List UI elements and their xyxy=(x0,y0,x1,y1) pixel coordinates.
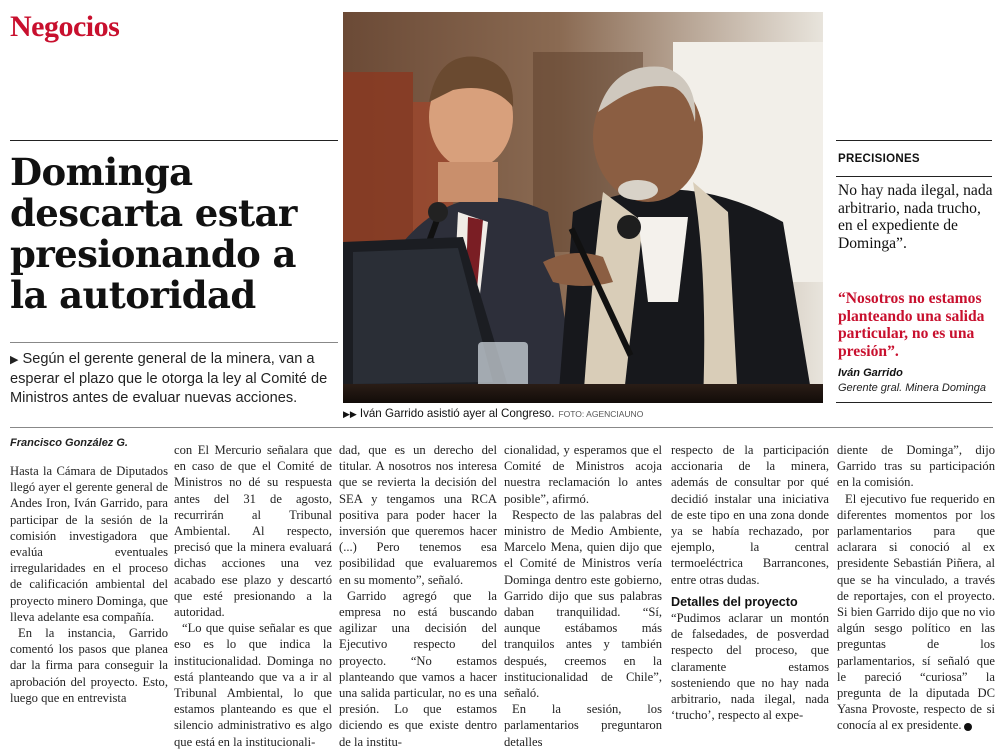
body-column-6 xyxy=(837,442,995,733)
deck xyxy=(10,350,335,408)
caption-arrow-icon: ▶▶ xyxy=(343,409,357,419)
paragraph: En la sesión, los parlamentarios preguntaron detalles xyxy=(504,702,662,749)
byline: Francisco González G. xyxy=(10,437,128,449)
body-column-2 xyxy=(174,442,332,749)
paragraph: cionalidad, y esperamos que el Comité de Ministros acoja nuestra reclamación lo antes posible”, afirmó. xyxy=(504,443,662,506)
sidebar-quote-2: “Nosotros no estamos planteando una salida particular, no es una presión”. xyxy=(838,290,985,360)
news-photo xyxy=(343,12,823,403)
paragraph xyxy=(837,491,995,734)
section-title: Negocios xyxy=(10,10,120,43)
caption-text: Iván Garrido asistió ayer al Congreso. xyxy=(359,407,555,420)
byline-top-rule xyxy=(10,427,993,428)
paragraph: con El Mercurio señalara que en caso de que el Comité de Ministros no dé su respuesta antes del 31 de agosto, recurrirán al Tribunal Ambiental. Al respecto, precisó que la minera evaluará dichas acciones una vez acabado ese plazo y descartó que esté presionando a la autoridad. xyxy=(174,443,332,620)
photo-caption xyxy=(343,407,823,420)
sidebar-mid-rule xyxy=(836,176,992,177)
paragraph: Garrido agregó que la empresa no está buscando agilizar una decisión del Ejecutivo respecto del proyecto. “No estamos planteando que vamos a hacer una salida particular, no es una presión. Lo que estamos diciendo es que existe dentro de la institu- xyxy=(339,588,497,749)
body-column-3 xyxy=(339,442,497,749)
paragraph: En la instancia, Garrido comentó los pasos que planea dar la firma para conseguir la aprobación del proyecto. Esto, luego que en entrevista xyxy=(10,626,168,705)
paragraph: dad, que es un derecho del titular. A nosotros nos interesa que se revierta la decisión del SEA y tengamos una RCA positiva para poder hacer la inversión que queremos hacer (...) Pero tenemos esa posibilidad que evaluaremos en su momento”, señaló. xyxy=(339,443,497,587)
sidebar-quote-1: No hay nada ilegal, nada arbitrario, nada trucho, en el expediente de Dominga”. xyxy=(838,182,993,252)
photo-credit: FOTO: AGENCIAUNO xyxy=(558,409,644,419)
subhead: Detalles del proyecto xyxy=(671,594,798,609)
deck-text: Según el gerente general de la minera, van a esperar el plazo que le otorga la ley al Comité de Ministros antes de evaluar nuevas acciones. xyxy=(10,351,328,406)
paragraph: “Lo que quise señalar es que eso es lo que indica la institucionalidad. Dominga no está planteando que va a ir al Tribunal Ambiental, lo que estamos planteando es que el silencio administrativo es algo que está en la institucionali- xyxy=(174,621,332,749)
paragraph: diente de Dominga”, dijo Garrido tras su participación en la comisión. xyxy=(837,443,995,490)
sidebar-source-name: Iván Garrido xyxy=(838,367,903,379)
sidebar-top-rule xyxy=(836,140,992,141)
paragraph: Hasta la Cámara de Diputados llegó ayer el gerente general de Andes Iron, Iván Garrido, para participar de la sesión de la comisión investigadora que evalúa eventuales irregularidades en el proceso de calificación ambiental del proyecto minero Dominga, que lleva adelante esa compañía. xyxy=(10,464,168,624)
deck-top-rule xyxy=(10,342,338,343)
body-column-5 xyxy=(671,442,829,723)
sidebar-source-role: Gerente gral. Minera Dominga xyxy=(838,382,986,394)
paragraph-text: El ejecutivo fue requerido en diferentes momentos por los parlamentarios para que aclarara si conoció al ex presidente Sebastián Piñera, al que se ha vinculado, a través de reportajes, con el proyecto. Si bien Garrido dijo que no vio algún sesgo político en las preguntas de los parlamentarios, sí señaló que le pareció “curiosa” la pregunta de la diputada DC Yasna Provoste, respecto de si conocía al ex presidente. xyxy=(837,491,995,733)
sidebar-bottom-rule xyxy=(836,402,992,403)
body-column-1 xyxy=(10,463,168,705)
headline-top-rule xyxy=(10,140,338,141)
body-column-4 xyxy=(504,442,662,749)
headline: Dominga descarta estar presionando a la autoridad xyxy=(10,150,297,317)
deck-arrow-icon: ▶ xyxy=(10,354,19,366)
photo-illustration xyxy=(343,12,823,403)
sidebar-heading: PRECISIONES xyxy=(838,153,920,165)
end-mark-icon xyxy=(964,723,972,731)
paragraph: Respecto de las palabras del ministro de Medio Ambiente, Marcelo Mena, quien dijo que el Comité de Ministros vería Dominga dentro este gobierno, Garrido dijo que sus palabras daban tranquilidad. “Sí, aunque estábamos más tranquilos antes y también después, creemos en la institucionalidad de Chile”, señaló. xyxy=(504,507,662,701)
paragraph: “Pudimos aclarar un montón de falsedades, de posverdad respecto del proceso, que claramente estamos sosteniendo que no hay nada arbitrario, nada ilegal, nada ‘trucho’, respecto al expe- xyxy=(671,611,829,723)
paragraph: respecto de la participación accionaria de la minera, además de consultar por qué decidió instalar una iniciativa de este tipo en una zona donde ya se había rechazado, por ejemplo, la central termoeléctrica Barrancones, entre otras dudas. xyxy=(671,443,829,587)
